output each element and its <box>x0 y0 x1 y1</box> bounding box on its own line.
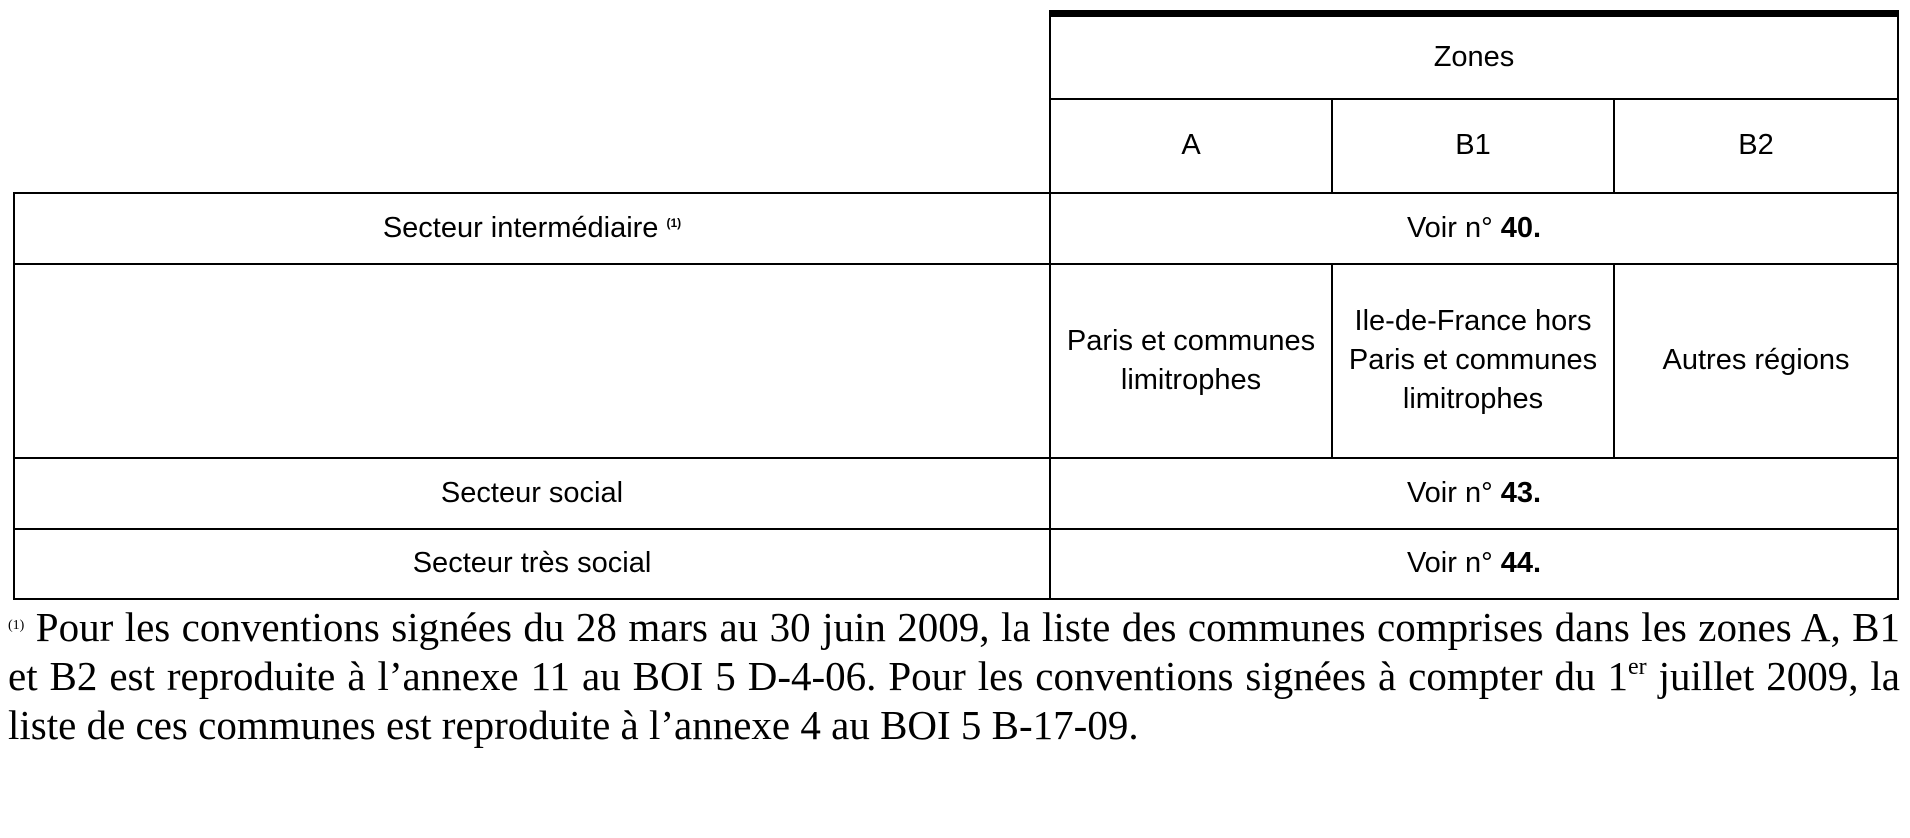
footnote-marker: (1) <box>8 618 25 633</box>
footnote-superscript: er <box>1627 654 1647 680</box>
voir-text: Voir n° <box>1406 547 1493 579</box>
zones-header-cell: Zones <box>1050 14 1898 99</box>
zone-letters-row <box>14 99 1898 193</box>
blank-cell <box>14 99 1050 193</box>
secteur-intermediaire-label: Secteur intermédiaire <box>382 211 659 244</box>
secteur-social-value-cell <box>1050 458 1898 529</box>
footnote-text-part-2: juillet 2009, la liste de ces communes est reproduite à l’annexe 4 au BOI 5 B-17-09. <box>8 653 1900 748</box>
reference-number: 44. <box>1500 547 1542 579</box>
zones-header-row <box>14 14 1898 99</box>
zone-b1-header: B1 <box>1332 99 1614 193</box>
reference-number: 40. <box>1500 211 1542 244</box>
secteur-tres-social-label: Secteur très social <box>14 529 1050 599</box>
footnote-paragraph <box>8 603 1900 750</box>
footnote-reference: (1) <box>666 215 682 230</box>
secteur-social-label: Secteur social <box>14 458 1050 529</box>
area-a-cell: Paris et communes limitrophes <box>1050 264 1332 458</box>
zone-b2-header: B2 <box>1614 99 1898 193</box>
footnote-text-part-1: Pour les conventions signées du 28 mars au 30 juin 2009, la liste des communes comprises dans les zones A, B1 et B2 est reproduite à l’annexe 11 au BOI 5 D-4-06. Pour les conventions signées à compter du 1 <box>8 604 1900 699</box>
secteur-tres-social-value-cell <box>1050 529 1898 599</box>
area-b2-cell: Autres régions <box>1614 264 1898 458</box>
reference-number: 43. <box>1500 476 1542 509</box>
secteur-intermediaire-value-cell <box>1050 193 1898 264</box>
voir-text: Voir n° <box>1406 476 1493 509</box>
zones-table-container <box>13 10 1897 598</box>
zones-table <box>13 10 1899 600</box>
areas-row <box>14 264 1898 458</box>
row-secteur-intermediaire <box>14 193 1898 264</box>
zone-a-header: A <box>1050 99 1332 193</box>
row-secteur-social <box>14 458 1898 529</box>
voir-text: Voir n° <box>1406 211 1493 244</box>
row-secteur-tres-social <box>14 529 1898 599</box>
blank-corner-cell <box>14 14 1050 99</box>
areas-empty-cell <box>14 264 1050 458</box>
secteur-intermediaire-label-cell <box>14 193 1050 264</box>
area-b1-cell: Ile-de-France hors Paris et communes limitrophes <box>1332 264 1614 458</box>
